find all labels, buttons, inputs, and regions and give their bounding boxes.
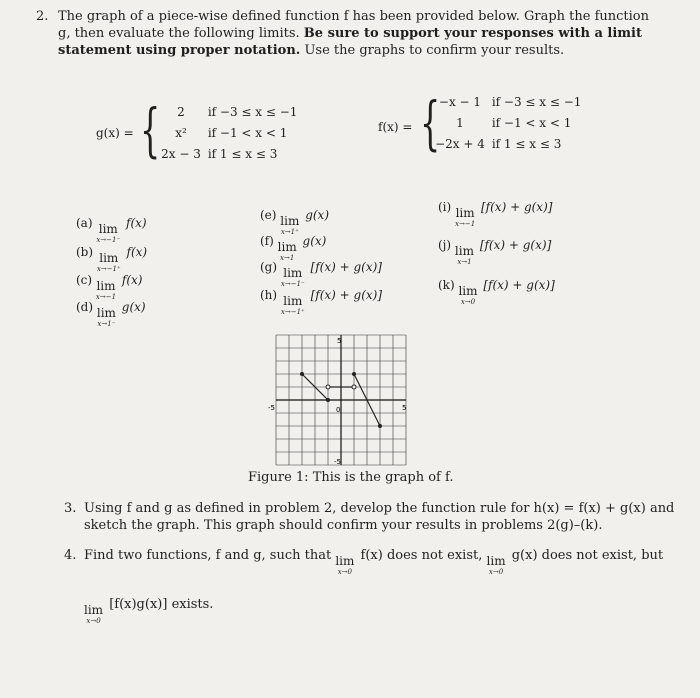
lim-word: lim bbox=[283, 294, 303, 308]
part-g bbox=[260, 260, 382, 288]
f-closed-point-right-start bbox=[352, 372, 356, 376]
part-k-body: [f(x) + g(x)] bbox=[483, 278, 555, 292]
lim-word: lim bbox=[98, 222, 118, 236]
problem-2-number: 2. bbox=[36, 9, 49, 24]
part-g-body: [f(x) + g(x)] bbox=[310, 260, 382, 274]
part-a-lim bbox=[96, 223, 120, 244]
tick-label-left: -5 bbox=[268, 404, 275, 412]
f-row-3 bbox=[432, 136, 561, 152]
problem-4-lim-3 bbox=[84, 604, 103, 625]
part-b-sub: x→−1⁺ bbox=[96, 265, 121, 273]
part-i-sub: x→−1 bbox=[455, 220, 476, 228]
part-h-lim bbox=[281, 295, 305, 316]
g-brace: { bbox=[140, 96, 161, 164]
lim-word: lim bbox=[283, 266, 303, 280]
part-e-lim bbox=[280, 215, 299, 236]
part-j-label: (j) bbox=[438, 238, 452, 252]
lim-word: lim bbox=[458, 284, 478, 298]
problem-3-line-2: sketch the graph. This graph should confirm your results in problems 2(g)–(k). bbox=[84, 518, 603, 533]
f-row-2-cond: if −1 < x < 1 bbox=[491, 116, 572, 130]
problem-4-line-1 bbox=[84, 547, 663, 576]
figure-caption: Figure 1: This is the graph of f. bbox=[248, 470, 454, 485]
f-row-2 bbox=[432, 115, 571, 131]
problem-3-number: 3. bbox=[64, 501, 77, 516]
lim-word: lim bbox=[454, 244, 474, 258]
problem-2-line-2 bbox=[58, 25, 642, 42]
lim-word: lim bbox=[84, 603, 104, 617]
part-i-label: (i) bbox=[438, 200, 452, 214]
lim-word: lim bbox=[277, 240, 297, 254]
problem-4-lim-2-sub: x→0 bbox=[488, 568, 504, 576]
part-f-label: (f) bbox=[260, 234, 274, 248]
part-h bbox=[260, 288, 382, 316]
part-i-body: [f(x) + g(x)] bbox=[481, 200, 553, 214]
part-h-body: [f(x) + g(x)] bbox=[310, 288, 383, 302]
part-e bbox=[260, 208, 329, 236]
part-j-sub: x→1 bbox=[457, 258, 472, 266]
part-b-body: f(x) bbox=[126, 245, 148, 259]
part-b bbox=[76, 245, 147, 273]
problem-4-lim-1-sub: x→0 bbox=[337, 568, 352, 576]
f-row-1-cond: if −3 ≤ x ≤ −1 bbox=[491, 95, 582, 109]
lim-word: lim bbox=[99, 251, 119, 265]
g-row-2-expr: x² bbox=[175, 126, 187, 140]
g-row-3-expr: 2x − 3 bbox=[161, 147, 201, 161]
part-f-sub: x→1 bbox=[280, 254, 295, 262]
f-row-1 bbox=[432, 94, 581, 110]
f-row-3-expr: −2x + 4 bbox=[435, 137, 485, 151]
part-g-sub: x→−1⁻ bbox=[280, 280, 305, 288]
part-e-label: (e) bbox=[260, 208, 277, 222]
part-g-lim bbox=[281, 267, 305, 288]
part-d-label: (d) bbox=[76, 300, 94, 314]
g-row-1-expr: 2 bbox=[177, 105, 185, 119]
f-row-1-expr: −x − 1 bbox=[438, 95, 482, 109]
part-k-label: (k) bbox=[438, 278, 455, 292]
part-j bbox=[438, 238, 551, 266]
part-c-body: f(x) bbox=[121, 273, 143, 287]
problem-4-lim-2 bbox=[487, 555, 506, 576]
g-row-2-cond: if −1 < x < 1 bbox=[207, 126, 288, 140]
lim-word: lim bbox=[96, 306, 116, 320]
problem-2-line-3-text: Use the graphs to confirm your results. bbox=[304, 43, 565, 58]
f-open-point-middle-start bbox=[326, 385, 330, 389]
part-c bbox=[76, 273, 142, 301]
lim-word: lim bbox=[486, 554, 506, 568]
g-row-1 bbox=[158, 104, 297, 120]
part-c-sub: x→−1 bbox=[95, 293, 117, 301]
part-a bbox=[76, 216, 147, 244]
problem-4-line-1-text-b: f(x) does not exist, bbox=[360, 548, 483, 563]
graph-of-f bbox=[266, 330, 414, 470]
part-d bbox=[76, 300, 146, 328]
f-brace: { bbox=[420, 89, 441, 157]
part-h-sub: x→−1⁺ bbox=[280, 308, 305, 316]
f-closed-point-left-end bbox=[326, 398, 330, 402]
part-i bbox=[438, 200, 552, 228]
lim-word: lim bbox=[96, 279, 116, 293]
problem-4-lim-3-sub: x→0 bbox=[86, 617, 101, 625]
origin-label: 0 bbox=[336, 406, 341, 414]
part-f bbox=[260, 234, 326, 262]
problem-3-line-1: Using f and g as defined in problem 2, develop the function rule for h(x) = f(x) + g(x) and bbox=[84, 501, 675, 516]
problem-2-line-3-bold: statement using proper notation. bbox=[58, 43, 301, 58]
part-j-lim bbox=[455, 245, 474, 266]
lim-word: lim bbox=[455, 206, 475, 220]
problem-4-line-2-body: [f(x)g(x)] exists. bbox=[109, 597, 214, 612]
part-a-label: (a) bbox=[76, 216, 93, 230]
f-row-3-cond: if 1 ≤ x ≤ 3 bbox=[491, 137, 562, 151]
part-k bbox=[438, 278, 555, 306]
tick-label-bottom: -5 bbox=[334, 458, 341, 466]
lim-word: lim bbox=[335, 554, 355, 568]
f-function-label: f(x) = bbox=[378, 120, 413, 134]
g-function-label: g(x) = bbox=[96, 126, 134, 140]
part-k-sub: x→0 bbox=[460, 298, 476, 306]
g-row-2 bbox=[158, 125, 287, 141]
problem-2-line-2-bold: Be sure to support your responses with a limit bbox=[303, 26, 642, 41]
part-a-sub: x→−1⁻ bbox=[96, 236, 121, 244]
part-i-lim bbox=[455, 207, 475, 228]
part-c-lim bbox=[96, 280, 116, 301]
problem-4-line-1-text-c: g(x) does not exist, but bbox=[511, 548, 664, 563]
part-e-sub: x→1⁺ bbox=[280, 228, 299, 236]
part-d-sub: x→1⁻ bbox=[97, 320, 116, 328]
part-a-body: f(x) bbox=[126, 216, 147, 230]
part-f-lim bbox=[278, 241, 297, 262]
problem-2-line-1: The graph of a piece-wise defined function f has been provided below. Graph the function bbox=[58, 9, 649, 24]
problem-2-line-2-text: g, then evaluate the following limits. bbox=[58, 26, 300, 41]
problem-2-line-3 bbox=[58, 42, 564, 59]
part-f-body: g(x) bbox=[302, 234, 327, 248]
part-j-body: [f(x) + g(x)] bbox=[479, 238, 552, 252]
f-closed-point-right-end bbox=[378, 424, 382, 428]
g-row-3 bbox=[158, 146, 277, 162]
part-g-label: (g) bbox=[260, 260, 278, 274]
problem-4-number: 4. bbox=[64, 548, 77, 563]
f-closed-point-left-start bbox=[300, 372, 304, 376]
g-row-1-cond: if −3 ≤ x ≤ −1 bbox=[207, 105, 298, 119]
part-d-body: g(x) bbox=[121, 300, 146, 314]
tick-label-right: 5 bbox=[402, 404, 407, 412]
part-c-label: (c) bbox=[76, 273, 93, 287]
g-row-3-cond: if 1 ≤ x ≤ 3 bbox=[207, 147, 278, 161]
problem-4-line-2 bbox=[84, 596, 213, 625]
part-b-label: (b) bbox=[76, 245, 94, 259]
part-e-body: g(x) bbox=[305, 208, 329, 222]
part-k-lim bbox=[458, 285, 477, 306]
part-d-lim bbox=[97, 307, 116, 328]
f-open-point-middle-end bbox=[352, 385, 356, 389]
tick-label-top: 5 bbox=[337, 337, 342, 345]
part-h-label: (h) bbox=[260, 288, 278, 302]
lim-word: lim bbox=[280, 214, 300, 228]
problem-4-lim-1 bbox=[335, 555, 354, 576]
part-b-lim bbox=[97, 252, 121, 273]
f-row-2-expr: 1 bbox=[456, 116, 464, 130]
problem-4-line-1-text-a: Find two functions, f and g, such that bbox=[84, 548, 332, 563]
